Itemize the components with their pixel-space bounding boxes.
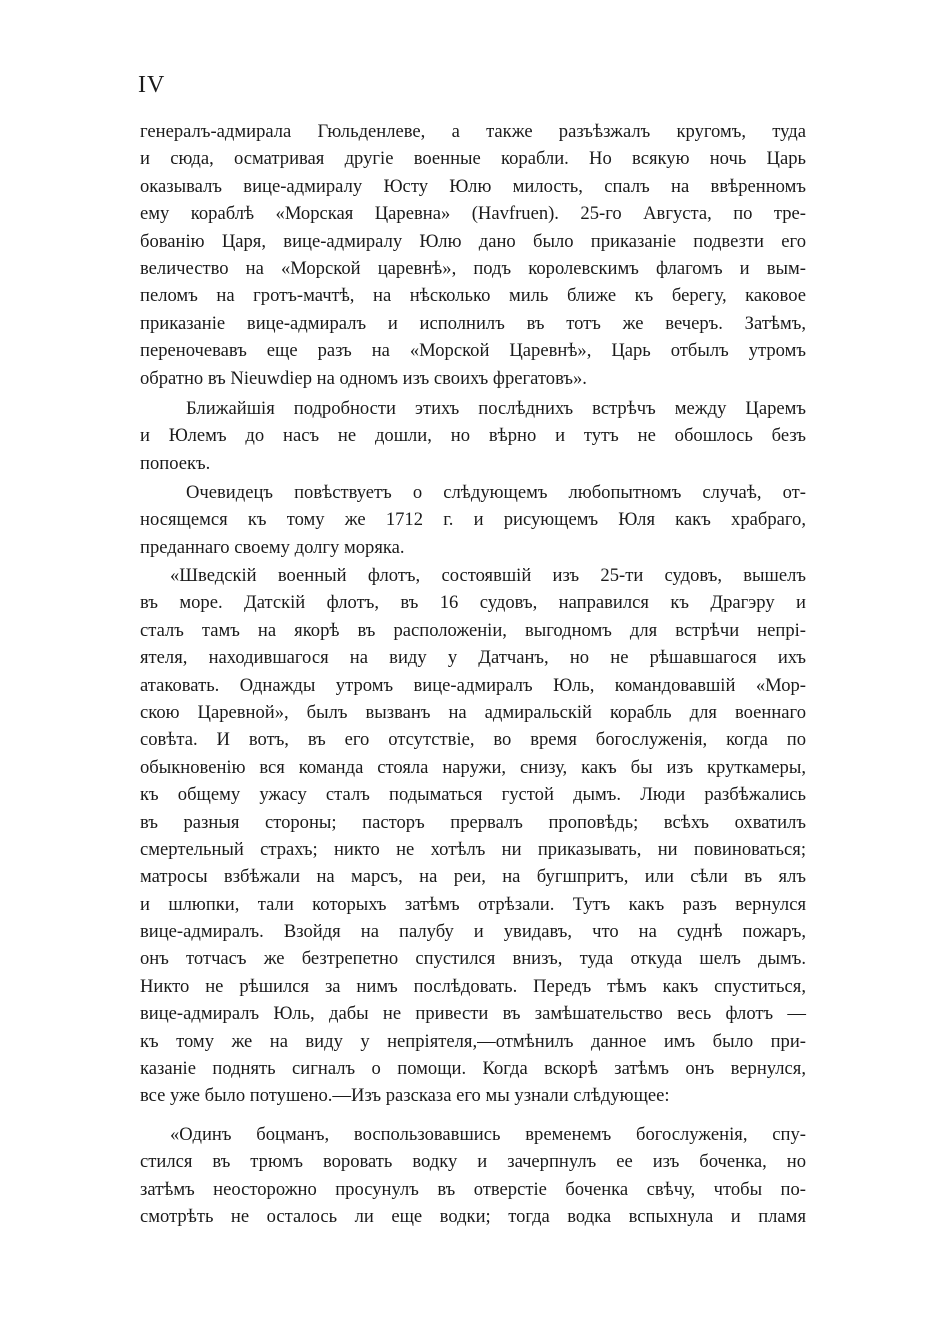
text-line: и шлюпки, тали которыхъ затѣмъ отрѣзали. Тутъ какъ разъ вернулся [140,893,806,915]
text-line: преданнаго своему долгу моряка. [140,536,405,558]
text-line: величество на «Морской царевнѣ», подъ королевскимъ флагомъ и вым- [140,257,806,279]
text-line: сталъ тамъ на якорѣ въ расположеніи, выгодномъ для встрѣчи непрі- [140,619,806,641]
paragraph-4 [140,562,806,1110]
text-line: и сюда, осматривая другіе военные корабли. Но всякую ночь Царь [140,148,806,170]
text-line: матросы взбѣжали на марсъ, на реи, на бугшпритъ, или сѣли въ ялъ [140,866,806,888]
text-line: въ море. Датскій флотъ, въ 16 судовъ, направился къ Драгэру и [140,592,806,614]
text-line: приказаніе вице-адмиралъ и исполнилъ въ тотъ же вечеръ. Затѣмъ, [140,312,806,334]
text-line: переночевавъ еще разъ на «Морской Царевнѣ», Царь отбылъ утромъ [140,340,806,362]
text-line: обыкновенію вся команда стояла наружи, снизу, какъ бы изъ круткамеры, [140,756,806,778]
paragraph-5 [140,1121,806,1231]
text-line: къ общему ужасу сталъ подыматься густой дымъ. Люди разбѣжались [140,784,806,806]
text-line: затѣмъ неосторожно просунулъ въ отверстіе боченка свѣчу, чтобы по- [140,1178,806,1200]
text-line: скою Царевной», былъ вызванъ на адмиральскій корабль для военнаго [140,701,806,723]
text-line: къ тому же на виду у непріятеля,—отмѣнилъ данное имъ было при- [140,1030,806,1052]
text-line: обратно въ Nieuwdiep на одномъ изъ своихъ фрегатовъ». [140,367,587,389]
text-line: атаковать. Однажды утромъ вице-адмиралъ Юль, командовавшій «Мор- [140,674,806,696]
text-line: и Юлемъ до насъ не дошли, но вѣрно и тутъ не обошлось безъ [140,425,806,447]
text-line: «Одинъ боцманъ, воспользовавшись временемъ богослуженія, спу- [170,1124,806,1145]
text-line: бованію Царя, вице-адмиралу Юлю дано было приказаніе подвезти его [140,230,806,252]
text-line: попоекъ. [140,452,211,474]
text-line: совѣта. И вотъ, въ его отсутствіе, во время богослуженія, когда по [140,729,806,751]
text-line: генералъ-адмирала Гюльденлеве, а также разъѣзжалъ кругомъ, туда [140,121,806,142]
text-line: Очевидецъ повѣствуетъ о слѣдующемъ любопытномъ случаѣ, от- [186,482,806,503]
text-line: Ближайшія подробности этихъ послѣднихъ встрѣчъ между Царемъ [186,398,806,419]
text-line: онъ тотчасъ же безтрепетно спустился внизъ, туда откуда шелъ дымъ. [140,948,806,970]
text-line: «Шведскій военный флотъ, состоявшій изъ 25-ти судовъ, вышелъ [170,565,806,586]
text-line: вице-адмиралъ. Взойдя на палубу и увидавъ, что на суднѣ пожаръ, [140,921,806,943]
text-line: ятеля, находившагося на виду у Датчанъ, но не рѣшавшагося ихъ [140,647,806,669]
text-line: казаніе поднять сигналъ о помощи. Когда вскорѣ затѣмъ онъ вернулся, [140,1058,806,1080]
text-line: стился въ трюмъ воровать водку и зачерпнулъ ее изъ боченка, но [140,1151,806,1173]
text-line: Никто не рѣшился за нимъ послѣдовать. Передъ тѣмъ какъ спуститься, [140,975,806,997]
paragraph-3 [140,479,806,561]
text-line: смертельный страхъ; никто не хотѣлъ ни приказывать, ни повиноваться; [140,838,806,860]
text-line: смотрѣть не осталось ли еще водки; тогда водка вспыхнула и пламя [140,1206,806,1228]
text-line: оказывалъ вице-адмиралу Юсту Юлю милость, спалъ на ввѣренномъ [140,175,806,197]
text-line: пеломъ на гротъ-мачтѣ, на нѣсколько миль ближе къ берегу, каковое [140,285,806,307]
page-number: IV [138,72,166,98]
text-line: носящемся къ тому же 1712 г. и рисующемъ Юля какъ храбраго, [140,509,806,531]
text-line: вице-адмиралъ Юль, дабы не привести въ замѣшательство весь флотъ — [140,1003,806,1025]
text-line: все уже было потушено.—Изъ разсказа его мы узнали слѣдующее: [140,1085,670,1107]
text-line: въ разныя стороны; пасторъ прервалъ проповѣдь; всѣхъ охватилъ [140,811,806,833]
text-line: ему кораблѣ «Морская Царевна» (Havfruen). 25-го Августа, по тре- [140,203,806,225]
paragraph-1 [140,118,806,392]
paragraph-2 [140,395,806,477]
